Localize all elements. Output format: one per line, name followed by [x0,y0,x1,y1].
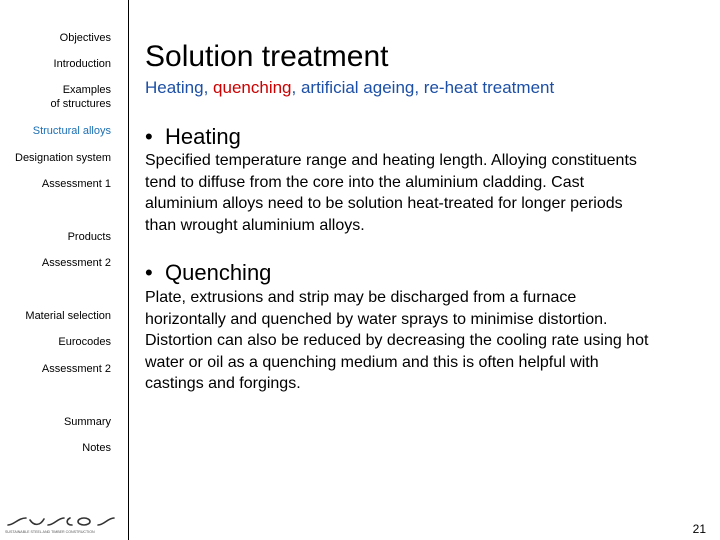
nav-item-notes[interactable]: Notes [82,442,111,454]
nav-item-assessment-2b[interactable]: Assessment 2 [41,363,111,375]
nav-item-objectives[interactable]: Objectives [59,32,111,44]
subtitle-part3: , artificial ageing, re-heat treatment [291,78,555,97]
bullet-icon: • [145,260,153,285]
nav-item-summary[interactable]: Summary [63,416,111,428]
subtitle-quenching: quenching [213,78,292,97]
paragraph-line: Plate, extrusions and strip may be discharged from a furnace [145,289,577,306]
paragraph-line: Specified temperature range and heating length. Alloying constituents [145,152,637,169]
paragraph-line: water or oil as a quenching medium and this is often helpful with [145,353,599,371]
nav-item-eurocodes[interactable]: Eurocodes [58,336,111,348]
bullet-icon: • [145,124,153,149]
paragraph-quenching [145,287,715,395]
nav-item-examples-line2: of structures [50,98,111,110]
sidebar-nav [0,0,129,540]
nav-item-examples[interactable] [50,83,111,111]
suscos-logo [4,506,122,534]
logo-tagline: SUSTAINABLE STEEL AND TIMBER CONSTRUCTION [5,530,95,534]
paragraph-line: aluminium alloys need to be solution heat-treated for longer periods [145,195,623,212]
paragraph-line: Distortion can also be reduced by decreasing the cooling rate using hot [145,332,649,349]
paragraph-line: tend to diffuse from the core into the aluminium cladding. Cast [145,173,585,191]
nav-item-assessment-1[interactable]: Assessment 1 [41,178,111,190]
nav-item-introduction[interactable]: Introduction [53,58,111,70]
heading-text: Heating [165,124,241,149]
section-heading-quenching [145,260,271,286]
paragraph-line: castings and forgings. [145,375,301,392]
heading-text: Quenching [165,260,272,285]
nav-item-structural-alloys[interactable]: Structural alloys [32,125,111,137]
section-heading-heating [145,124,241,150]
paragraph-heating [145,150,715,236]
page-number: 21 [692,522,706,536]
nav-item-examples-line1: Examples [62,84,111,96]
nav-item-assessment-2[interactable]: Assessment 2 [41,257,111,269]
paragraph-line: than wrought aluminium alloys. [145,216,365,234]
slide-title: Solution treatment [145,40,389,73]
subtitle-part1: Heating, [145,78,214,97]
nav-item-designation-system[interactable]: Designation system [15,152,111,164]
nav-item-products[interactable]: Products [67,231,111,243]
paragraph-line: horizontally and quenched by water sprays to minimise distortion. [145,310,608,328]
slide-subtitle [145,78,554,98]
nav-item-material-selection[interactable]: Material selection [25,310,111,322]
